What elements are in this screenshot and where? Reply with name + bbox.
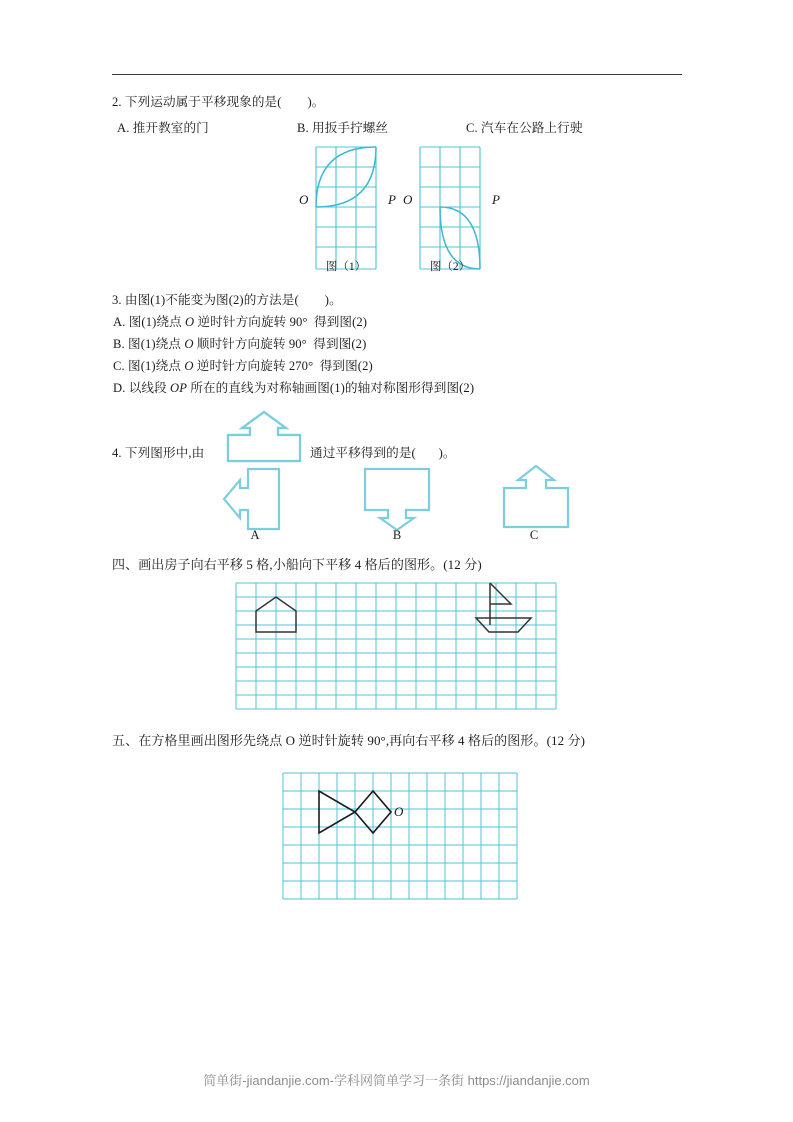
question-2-option-a: A. 推开教室的门 bbox=[117, 121, 209, 135]
figure-1-point-o: O bbox=[299, 192, 309, 207]
question-4-option-c-shape bbox=[500, 464, 572, 530]
figure-2-caption: 图（2） bbox=[429, 261, 471, 273]
question-4-reference-shape bbox=[224, 418, 306, 462]
option-b-point: O bbox=[184, 337, 194, 351]
question-2-option-b: B. 用扳手拧螺丝 bbox=[297, 121, 389, 135]
option-b-letter: B. bbox=[113, 337, 125, 351]
page-footer: 简单街-jiandanjie.com-学科网简单学习一条街 https://jiandanjie.com bbox=[203, 1073, 590, 1088]
option-a-letter: A. bbox=[113, 315, 126, 329]
figure-1-grid bbox=[315, 146, 377, 270]
option-b-post: 顺时针方向旋转 90° 得到图(2) bbox=[193, 337, 367, 351]
question-4-option-b-letter: B bbox=[392, 528, 402, 542]
section-4-grid-area bbox=[235, 582, 559, 712]
option-a-pre: 图(1)绕点 bbox=[125, 315, 186, 329]
question-3-option-c bbox=[113, 358, 373, 375]
option-b-pre: 图(1)绕点 bbox=[124, 337, 185, 351]
option-c-post: 逆时针方向旋转 270° 得到图(2) bbox=[193, 359, 373, 373]
figure-1-leaf-shape bbox=[316, 147, 376, 207]
question-4-stem-pre: 4. 下列图形中,由 bbox=[112, 446, 205, 460]
option-d-pre: 以线段 bbox=[125, 381, 171, 395]
question-4-stem-post: 通过平移得到的是( )。 bbox=[310, 446, 456, 460]
figure-2-group bbox=[419, 146, 481, 270]
question-4-option-a-letter: A bbox=[250, 528, 260, 542]
section-4-title: 四、画出房子向右平移 5 格,小船向下平移 4 格后的图形。(12 分) bbox=[112, 557, 482, 572]
option-c-pre: 图(1)绕点 bbox=[124, 359, 185, 373]
option-d-segment: OP bbox=[170, 381, 188, 395]
header-rule bbox=[112, 74, 682, 75]
figure-2-point-p: P bbox=[492, 192, 500, 207]
question-3-option-a bbox=[113, 314, 367, 331]
question-4-option-a-shape bbox=[222, 468, 284, 530]
section-5-point-o: O bbox=[394, 804, 404, 819]
option-c-letter: C. bbox=[113, 359, 125, 373]
option-d-post: 所在的直线为对称轴画图(1)的轴对称图形得到图(2) bbox=[187, 381, 475, 395]
question-3-option-b bbox=[113, 336, 366, 353]
grid-lines bbox=[283, 773, 517, 899]
option-c-point: O bbox=[184, 359, 194, 373]
question-2-stem: 2. 下列运动属于平移现象的是( )。 bbox=[112, 95, 325, 109]
question-3-option-d bbox=[113, 380, 474, 397]
section-5-grid-area bbox=[282, 772, 524, 906]
question-3-stem: 3. 由图(1)不能变为图(2)的方法是( )。 bbox=[112, 293, 342, 307]
question-4-option-b-shape bbox=[362, 468, 432, 530]
figure-2-point-o: O bbox=[403, 192, 413, 207]
figure-1-caption: 图（1） bbox=[325, 261, 367, 273]
option-a-point: O bbox=[185, 315, 195, 329]
option-a-post: 逆时针方向旋转 90° 得到图(2) bbox=[194, 315, 368, 329]
figure-2-grid bbox=[419, 146, 481, 270]
section-5-title: 五、在方格里画出图形先绕点 O 逆时针旋转 90°,再向右平移 4 格后的图形。(12 分) bbox=[112, 733, 586, 748]
option-d-letter: D. bbox=[113, 381, 126, 395]
figure-1-point-p: P bbox=[388, 192, 396, 207]
question-2-option-c: C. 汽车在公路上行驶 bbox=[466, 121, 583, 135]
figure-1-group bbox=[315, 146, 377, 270]
question-4-option-c-letter: C bbox=[529, 528, 539, 542]
